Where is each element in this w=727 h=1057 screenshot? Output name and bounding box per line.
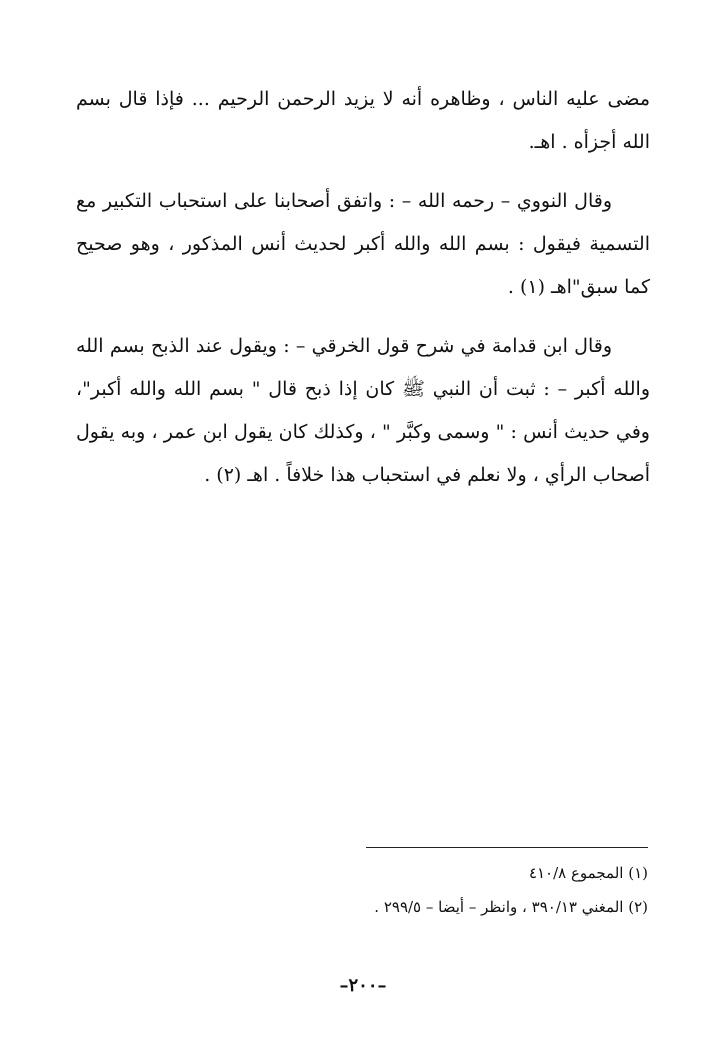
paragraph-2: وقال النووي – رحمه الله – : واتفق أصحابنا على استحباب التكبير مع التسمية فيقول : بسم الله والله أكبر لحديث أنس المذكور ، وهو صحيح كما سبق"اهـ (١) . bbox=[76, 190, 650, 298]
main-text bbox=[76, 78, 650, 513]
footnotes bbox=[300, 856, 648, 924]
paragraph-1: مضى عليه الناس ، وظاهره أنه لا يزيد الرحمن الرحيم ... فإذا قال بسم الله أجزأه . اهـ. bbox=[76, 88, 650, 153]
footnote-2: (٢) المغني ٣٩٠/١٣ ، وانظر – أيضا – ٢٩٩/٥ . bbox=[374, 898, 648, 916]
footnote-1: (١) المجموع ٤١٠/٨ bbox=[528, 864, 648, 882]
footnote-divider bbox=[366, 847, 648, 848]
paragraph-3: وقال ابن قدامة في شرح قول الخرقي – : ويقول عند الذبح بسم الله والله أكبر – : ثبت أن النبي ﷺ كان إذا ذبح قال " بسم الله والله أكبر"، وفي حديث أنس : " وسمى وكبَّر " ، وكذلك كان يقول ابن عمر ، وبه يقول أصحاب الرأي ، ولا نعلم في استحباب هذا خلافاً . اهـ (٢) . bbox=[76, 335, 650, 486]
page-number: –٢٠٠– bbox=[339, 975, 387, 996]
